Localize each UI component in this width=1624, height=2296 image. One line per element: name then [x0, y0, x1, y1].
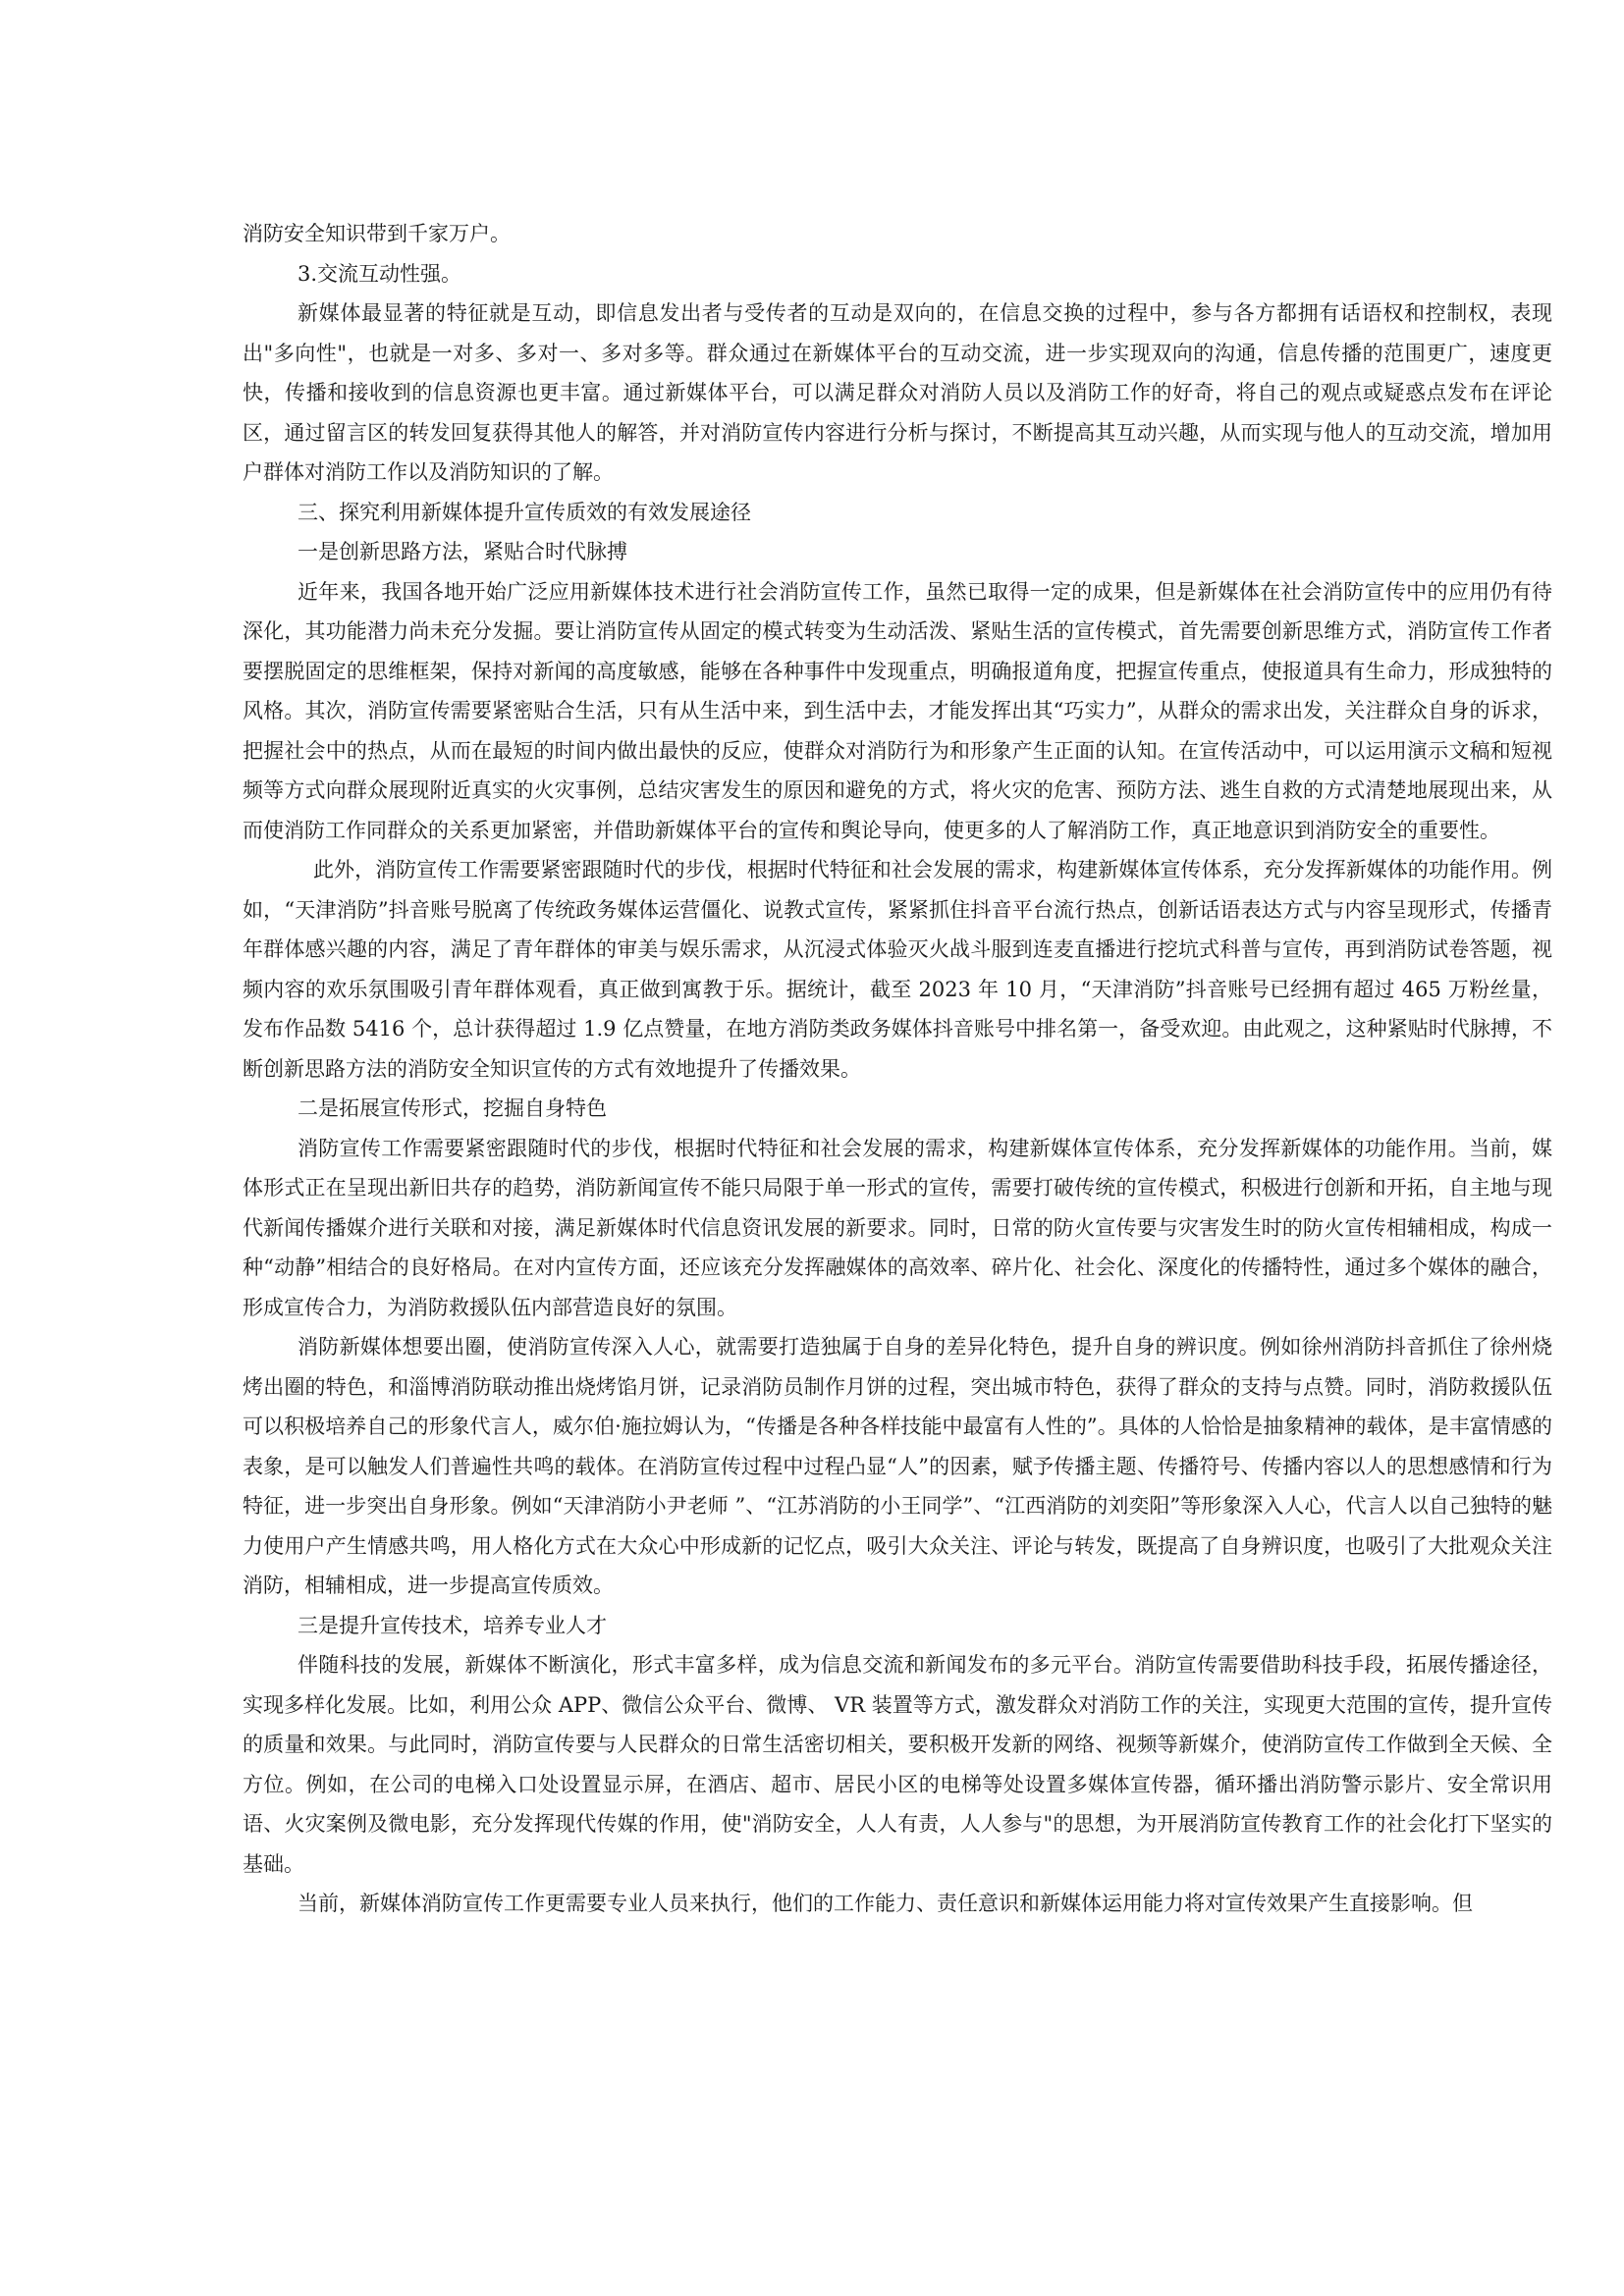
- paragraph-interactivity: 新媒体最显著的特征就是互动，即信息发出者与受传者的互动是双向的，在信息交换的过程中，参与各方都拥有话语权和控制权，表现出"多向性"，也就是一对多、多对一、多对多等。群众通过在新媒体平台的互动交流，进一步实现双向的沟通，信息传播的范围更广，速度更快，传播和接收到的信息资源也更丰富。通过新媒体平台，可以满足群众对消防人员以及消防工作的好奇，将自己的观点或疑惑点发布在评论区，通过留言区的转发回复获得其他人的解答，并对消防宣传内容进行分析与探讨，不断提高其互动兴趣，从而实现与他人的互动交流，增加用户群体对消防工作以及消防知识的了解。: [243, 301, 1552, 484]
- paragraph-distinct-features: 消防新媒体想要出圈，使消防宣传深入人心，就需要打造独属于自身的差异化特色，提升自身的辨识度。例如徐州消防抖音抓住了徐州烧烤出圈的特色，和淄博消防联动推出烧烤馅月饼，记录消防员制作月饼的过程，突出城市特色，获得了群众的支持与点赞。同时，消防救援队伍可以积极培养自己的形象代言人，威尔伯·施拉姆认为，“传播是各种各样技能中最富有人性的”。具体的人恰恰是抽象精神的载体，是丰富情感的表象，是可以触发人们普遍性共鸣的载体。在消防宣传过程中过程凸显“人”的因素，赋予传播主题、传播符号、传播内容以人的思想感情和行为特征，进一步突出自身形象。例如“天津消防小尹老师 ”、“江苏消防的小王同学”、“江西消防的刘奕阳”等形象深入人心，代言人以自己独特的魅力使用户产生情感共鸣，用人格化方式在大众心中形成新的记忆点，吸引大众关注、评论与转发，既提高了自身辨识度，也吸引了大批观众关注消防，相辅相成，进一步提高宣传质效。: [243, 1335, 1552, 1597]
- paragraph-technology: 伴随科技的发展，新媒体不断演化，形式丰富多样，成为信息交流和新闻发布的多元平台。消防宣传需要借助科技手段，拓展传播途径，实现多样化发展。比如，利用公众 APP、微信公众平台、微博、 VR 装置等方式，激发群众对消防工作的关注，实现更大范围的宣传，提升宣传的质量和效果。与此同时，消防宣传要与人民群众的日常生活密切相关，要积极开发新的网络、视频等新媒介，使消防宣传工作做到全天候、全方位。例如，在公司的电梯入口处设置显示屏，在酒店、超市、居民小区的电梯等处设置多媒体宣传器，循环播出消防警示影片、安全常识用语、火灾案例及微电影，充分发挥现代传媒的作用，使"消防安全，人人有责，人人参与"的思想，为开展消防宣传教育工作的社会化打下坚实的基础。: [243, 1653, 1552, 1876]
- paragraph-professionals: 当前，新媒体消防宣传工作更需要专业人员来执行，他们的工作能力、责任意识和新媒体运用能力将对宣传效果产生直接影响。但: [298, 1892, 1473, 1915]
- section-heading-three: 三、探究利用新媒体提升宣传质效的有效发展途径: [298, 500, 751, 524]
- subheading-expand-forms: 二是拓展宣传形式，挖掘自身特色: [298, 1096, 607, 1120]
- subheading-interactivity: 3.交流互动性强。: [298, 261, 462, 286]
- subheading-innovate: 一是创新思路方法，紧贴合时代脉搏: [298, 540, 627, 563]
- document-body: [243, 214, 1552, 1924]
- paragraph-innovate: 近年来，我国各地开始广泛应用新媒体技术进行社会消防宣传工作，虽然已取得一定的成果，但是新媒体在社会消防宣传中的应用仍有待深化，其功能潜力尚未充分发掘。要让消防宣传从固定的模式转变为生动活泼、紧贴生活的宣传模式，首先需要创新思维方式，消防宣传工作者要摆脱固定的思维框架，保持对新闻的高度敏感，能够在各种事件中发现重点，明确报道角度，把握宣传重点，使报道具有生命力，形成独特的风格。其次，消防宣传需要紧密贴合生活，只有从生活中来，到生活中去，才能发挥出其“巧实力”，从群众的需求出发，关注群众自身的诉求，把握社会中的热点，从而在最短的时间内做出最快的反应，使群众对消防行为和形象产生正面的认知。在宣传活动中，可以运用演示文稿和短视频等方式向群众展现附近真实的火灾事例，总结灾害发生的原因和避免的方式，将火灾的危害、预防方法、逃生自救的方式清楚地展现出来，从而使消防工作同群众的关系更加紧密，并借助新媒体平台的宣传和舆论导向，使更多的人了解消防工作，真正地意识到消防安全的重要性。: [243, 579, 1552, 842]
- paragraph-continuation: 消防安全知识带到千家万户。: [243, 222, 511, 245]
- paragraph-tianjin-example: 此外，消防宣传工作需要紧密跟随时代的步伐，根据时代特征和社会发展的需求，构建新媒体宣传体系，充分发挥新媒体的功能作用。例如，“天津消防”抖音账号脱离了传统政务媒体运营僵化、说教式宣传，紧紧抓住抖音平台流行热点，创新话语表达方式与内容呈现形式，传播青年群体感兴趣的内容，满足了青年群体的审美与娱乐需求，从沉浸式体验灭火战斗服到连麦直播进行挖坑式科普与宣传，再到消防试卷答题，视频内容的欢乐氛围吸引青年群体观看，真正做到寓教于乐。据统计，截至 2023 年 10 月，“天津消防”抖音账号已经拥有超过 465 万粉丝量，发布作品数 5416 个，总计获得超过 1.9 亿点赞量，在地方消防类政务媒体抖音账号中排名第一，备受欢迎。由此观之，这种紧贴时代脉搏，不断创新思路方法的消防安全知识宣传的方式有效地提升了传播效果。: [243, 858, 1552, 1081]
- subheading-technology-talent: 三是提升宣传技术，培养专业人才: [298, 1613, 607, 1637]
- paragraph-expand-forms: 消防宣传工作需要紧密跟随时代的步伐，根据时代特征和社会发展的需求，构建新媒体宣传体系，充分发挥新媒体的功能作用。当前，媒体形式正在呈现出新旧共存的趋势，消防新闻宣传不能只局限于单一形式的宣传，需要打破传统的宣传模式，积极进行创新和开拓，自主地与现代新闻传播媒介进行关联和对接，满足新媒体时代信息资讯发展的新要求。同时，日常的防火宣传要与灾害发生时的防火宣传相辅相成，构成一种“动静”相结合的良好格局。在对内宣传方面，还应该充分发挥融媒体的高效率、碎片化、社会化、深度化的传播特性，通过多个媒体的融合，形成宣传合力，为消防救援队伍内部营造良好的氛围。: [243, 1136, 1552, 1319]
